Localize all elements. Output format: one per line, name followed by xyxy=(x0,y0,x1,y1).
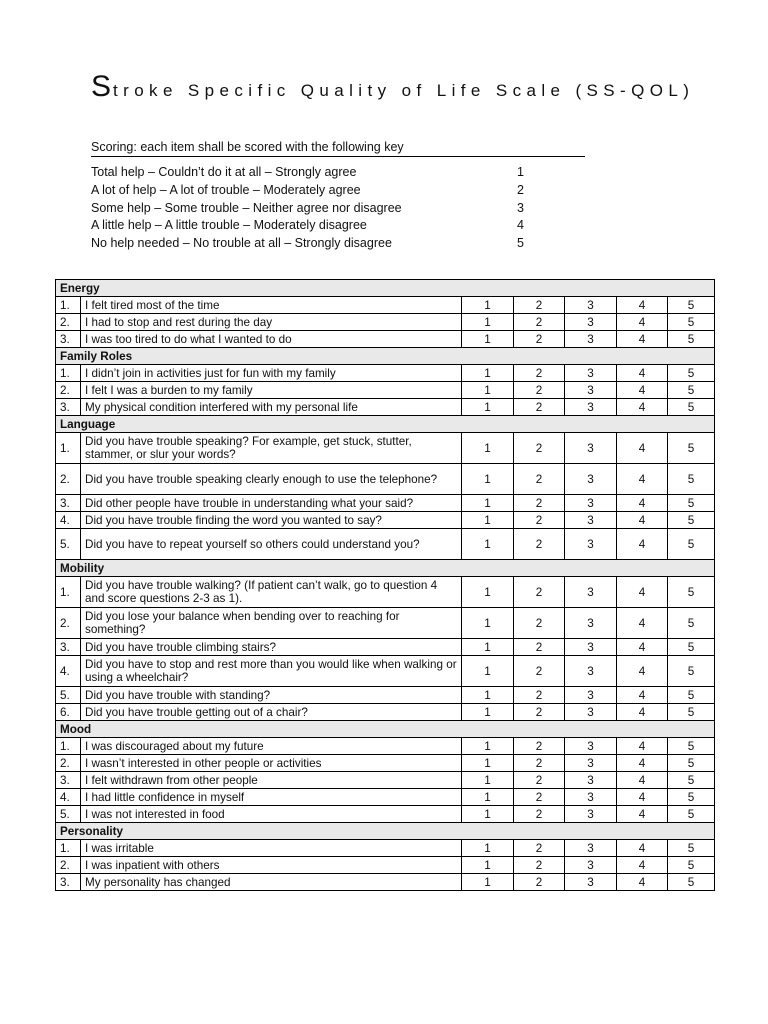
question-number: 6. xyxy=(56,704,81,721)
score-option-1[interactable]: 1 xyxy=(462,464,514,495)
score-option-4[interactable]: 4 xyxy=(617,738,668,755)
section-header-row xyxy=(56,721,715,738)
question-number: 3. xyxy=(56,874,81,891)
question-row xyxy=(56,704,715,721)
score-option-5[interactable]: 5 xyxy=(668,608,715,639)
question-number: 1. xyxy=(56,297,81,314)
score-option-4[interactable]: 4 xyxy=(617,433,668,464)
score-option-1[interactable]: 1 xyxy=(462,704,514,721)
section-header-row xyxy=(56,280,715,297)
scoring-key-value: 3 xyxy=(517,200,524,215)
score-option-3[interactable]: 3 xyxy=(565,806,617,823)
question-row xyxy=(56,857,715,874)
score-option-4[interactable]: 4 xyxy=(617,512,668,529)
score-option-4[interactable]: 4 xyxy=(617,365,668,382)
question-number: 2. xyxy=(56,314,81,331)
score-option-5[interactable]: 5 xyxy=(668,399,715,416)
question-number: 5. xyxy=(56,806,81,823)
score-option-1[interactable]: 1 xyxy=(462,331,514,348)
question-row xyxy=(56,297,715,314)
question-row xyxy=(56,382,715,399)
question-text: I was too tired to do what I wanted to do xyxy=(81,331,462,348)
score-option-4[interactable]: 4 xyxy=(617,755,668,772)
score-option-3[interactable]: 3 xyxy=(565,789,617,806)
page-title xyxy=(91,70,694,104)
score-option-3[interactable]: 3 xyxy=(565,314,617,331)
page-title-initial: S xyxy=(91,70,114,103)
score-option-3[interactable]: 3 xyxy=(565,399,617,416)
question-text: I had little confidence in myself xyxy=(81,789,462,806)
score-option-3[interactable]: 3 xyxy=(565,840,617,857)
question-text: I didn’t join in activities just for fun with my family xyxy=(81,365,462,382)
question-row xyxy=(56,314,715,331)
question-text: Did you have trouble speaking? For example, get stuck, stutter, stammer, or slur your words? xyxy=(81,433,462,464)
score-option-5[interactable]: 5 xyxy=(668,857,715,874)
question-text: Did you have to stop and rest more than you would like when walking or using a wheelchair? xyxy=(81,656,462,687)
question-number: 4. xyxy=(56,512,81,529)
question-text: Did you have trouble with standing? xyxy=(81,687,462,704)
score-option-4[interactable]: 4 xyxy=(617,464,668,495)
question-text: I had to stop and rest during the day xyxy=(81,314,462,331)
question-number: 1. xyxy=(56,433,81,464)
question-number: 1. xyxy=(56,577,81,608)
score-option-2[interactable]: 2 xyxy=(514,687,565,704)
score-option-2[interactable]: 2 xyxy=(514,772,565,789)
scoring-key-value: 2 xyxy=(517,182,524,197)
question-number: 2. xyxy=(56,464,81,495)
score-option-5[interactable]: 5 xyxy=(668,874,715,891)
question-row xyxy=(56,738,715,755)
score-option-2[interactable]: 2 xyxy=(514,464,565,495)
scoring-key-row xyxy=(91,182,531,200)
question-text: Did you have to repeat yourself so others could understand you? xyxy=(81,529,462,560)
question-text: I felt I was a burden to my family xyxy=(81,382,462,399)
question-number: 3. xyxy=(56,772,81,789)
questionnaire-table xyxy=(55,279,715,891)
scoring-key-row xyxy=(91,200,531,218)
score-option-2[interactable]: 2 xyxy=(514,433,565,464)
question-text: I felt withdrawn from other people xyxy=(81,772,462,789)
question-text: My personality has changed xyxy=(81,874,462,891)
score-option-3[interactable]: 3 xyxy=(565,382,617,399)
question-row xyxy=(56,789,715,806)
score-option-2[interactable]: 2 xyxy=(514,297,565,314)
score-option-4[interactable]: 4 xyxy=(617,687,668,704)
score-option-1[interactable]: 1 xyxy=(462,577,514,608)
question-row xyxy=(56,772,715,789)
score-option-5[interactable]: 5 xyxy=(668,433,715,464)
score-option-1[interactable]: 1 xyxy=(462,687,514,704)
question-row xyxy=(56,433,715,464)
section-title: Energy xyxy=(56,280,715,297)
score-option-3[interactable]: 3 xyxy=(565,433,617,464)
score-option-1[interactable]: 1 xyxy=(462,755,514,772)
score-option-4[interactable]: 4 xyxy=(617,789,668,806)
score-option-3[interactable]: 3 xyxy=(565,738,617,755)
score-option-3[interactable]: 3 xyxy=(565,495,617,512)
score-option-4[interactable]: 4 xyxy=(617,840,668,857)
score-option-4[interactable]: 4 xyxy=(617,297,668,314)
score-option-4[interactable]: 4 xyxy=(617,495,668,512)
score-option-1[interactable]: 1 xyxy=(462,297,514,314)
question-row xyxy=(56,399,715,416)
score-option-1[interactable]: 1 xyxy=(462,840,514,857)
section-title: Personality xyxy=(56,823,715,840)
scoring-key-label: Some help – Some trouble – Neither agree nor disagree xyxy=(91,200,402,215)
score-option-1[interactable]: 1 xyxy=(462,529,514,560)
question-text: Did you have trouble speaking clearly enough to use the telephone? xyxy=(81,464,462,495)
score-option-5[interactable]: 5 xyxy=(668,738,715,755)
score-option-5[interactable]: 5 xyxy=(668,772,715,789)
scoring-key-label: A lot of help – A lot of trouble – Moderately agree xyxy=(91,182,361,197)
score-option-5[interactable]: 5 xyxy=(668,464,715,495)
score-option-5[interactable]: 5 xyxy=(668,806,715,823)
score-option-3[interactable]: 3 xyxy=(565,656,617,687)
question-row xyxy=(56,687,715,704)
score-option-3[interactable]: 3 xyxy=(565,464,617,495)
score-option-5[interactable]: 5 xyxy=(668,297,715,314)
question-text: Did you have trouble climbing stairs? xyxy=(81,639,462,656)
score-option-2[interactable]: 2 xyxy=(514,382,565,399)
question-text: I was discouraged about my future xyxy=(81,738,462,755)
score-option-2[interactable]: 2 xyxy=(514,840,565,857)
question-row xyxy=(56,365,715,382)
score-option-1[interactable]: 1 xyxy=(462,656,514,687)
score-option-1[interactable]: 1 xyxy=(462,738,514,755)
question-row xyxy=(56,755,715,772)
score-option-4[interactable]: 4 xyxy=(617,639,668,656)
question-text: Did you have trouble finding the word you wanted to say? xyxy=(81,512,462,529)
score-option-2[interactable]: 2 xyxy=(514,331,565,348)
scoring-key-list xyxy=(91,164,531,253)
question-row xyxy=(56,464,715,495)
score-option-2[interactable]: 2 xyxy=(514,577,565,608)
score-option-4[interactable]: 4 xyxy=(617,399,668,416)
question-number: 1. xyxy=(56,365,81,382)
score-option-1[interactable]: 1 xyxy=(462,874,514,891)
question-row xyxy=(56,639,715,656)
question-number: 1. xyxy=(56,840,81,857)
scoring-key-row xyxy=(91,164,531,182)
question-row xyxy=(56,495,715,512)
score-option-3[interactable]: 3 xyxy=(565,577,617,608)
section-header-row xyxy=(56,823,715,840)
score-option-5[interactable]: 5 xyxy=(668,314,715,331)
score-option-2[interactable]: 2 xyxy=(514,314,565,331)
score-option-4[interactable]: 4 xyxy=(617,857,668,874)
score-option-3[interactable]: 3 xyxy=(565,512,617,529)
question-number: 4. xyxy=(56,789,81,806)
question-row xyxy=(56,331,715,348)
page-title-rest: troke Specific Quality of Life Scale (SS-QOL) xyxy=(113,81,695,100)
scoring-key-row xyxy=(91,235,531,253)
score-option-2[interactable]: 2 xyxy=(514,806,565,823)
question-text: I was irritable xyxy=(81,840,462,857)
score-option-1[interactable]: 1 xyxy=(462,365,514,382)
score-option-1[interactable]: 1 xyxy=(462,806,514,823)
score-option-3[interactable]: 3 xyxy=(565,687,617,704)
score-option-5[interactable]: 5 xyxy=(668,840,715,857)
score-option-4[interactable]: 4 xyxy=(617,382,668,399)
section-header-row xyxy=(56,348,715,365)
question-number: 5. xyxy=(56,687,81,704)
score-option-4[interactable]: 4 xyxy=(617,331,668,348)
score-option-1[interactable]: 1 xyxy=(462,789,514,806)
score-option-3[interactable]: 3 xyxy=(565,529,617,560)
question-row xyxy=(56,840,715,857)
score-option-2[interactable]: 2 xyxy=(514,857,565,874)
score-option-2[interactable]: 2 xyxy=(514,755,565,772)
score-option-2[interactable]: 2 xyxy=(514,639,565,656)
score-option-3[interactable]: 3 xyxy=(565,755,617,772)
scoring-key-value: 5 xyxy=(517,236,524,251)
section-title: Mood xyxy=(56,721,715,738)
question-text: I was inpatient with others xyxy=(81,857,462,874)
score-option-1[interactable]: 1 xyxy=(462,382,514,399)
score-option-1[interactable]: 1 xyxy=(462,772,514,789)
score-option-1[interactable]: 1 xyxy=(462,314,514,331)
question-text: Did you have trouble getting out of a chair? xyxy=(81,704,462,721)
score-option-2[interactable]: 2 xyxy=(514,789,565,806)
scoring-key-label: No help needed – No trouble at all – Strongly disagree xyxy=(91,236,392,251)
score-option-4[interactable]: 4 xyxy=(617,772,668,789)
score-option-5[interactable]: 5 xyxy=(668,789,715,806)
scoring-key-value: 4 xyxy=(517,218,524,233)
question-text: Did you have trouble walking? (If patient can’t walk, go to question 4 and score questions 2-3 as 1). xyxy=(81,577,462,608)
section-header-row xyxy=(56,416,715,433)
score-option-2[interactable]: 2 xyxy=(514,874,565,891)
score-option-5[interactable]: 5 xyxy=(668,365,715,382)
question-number: 4. xyxy=(56,656,81,687)
score-option-4[interactable]: 4 xyxy=(617,656,668,687)
scoring-key-row xyxy=(91,217,531,235)
score-option-2[interactable]: 2 xyxy=(514,704,565,721)
score-option-4[interactable]: 4 xyxy=(617,704,668,721)
score-option-3[interactable]: 3 xyxy=(565,772,617,789)
question-number: 2. xyxy=(56,608,81,639)
score-option-5[interactable]: 5 xyxy=(668,512,715,529)
scoring-key-label: Total help – Couldn’t do it at all – Strongly agree xyxy=(91,165,357,179)
question-row xyxy=(56,874,715,891)
question-text: Did other people have trouble in understanding what your said? xyxy=(81,495,462,512)
scoring-heading: Scoring: each item shall be scored with the following key xyxy=(91,140,585,157)
score-option-2[interactable]: 2 xyxy=(514,495,565,512)
score-option-5[interactable]: 5 xyxy=(668,704,715,721)
question-number: 2. xyxy=(56,382,81,399)
score-option-3[interactable]: 3 xyxy=(565,608,617,639)
section-title: Family Roles xyxy=(56,348,715,365)
score-option-1[interactable]: 1 xyxy=(462,495,514,512)
score-option-1[interactable]: 1 xyxy=(462,433,514,464)
score-option-5[interactable]: 5 xyxy=(668,495,715,512)
question-row xyxy=(56,529,715,560)
question-number: 5. xyxy=(56,529,81,560)
score-option-5[interactable]: 5 xyxy=(668,577,715,608)
score-option-5[interactable]: 5 xyxy=(668,382,715,399)
score-option-4[interactable]: 4 xyxy=(617,806,668,823)
score-option-2[interactable]: 2 xyxy=(514,399,565,416)
score-option-4[interactable]: 4 xyxy=(617,529,668,560)
score-option-2[interactable]: 2 xyxy=(514,529,565,560)
question-number: 2. xyxy=(56,755,81,772)
score-option-3[interactable]: 3 xyxy=(565,639,617,656)
score-option-4[interactable]: 4 xyxy=(617,608,668,639)
section-header-row xyxy=(56,560,715,577)
question-row xyxy=(56,577,715,608)
score-option-5[interactable]: 5 xyxy=(668,529,715,560)
score-option-1[interactable]: 1 xyxy=(462,399,514,416)
scoring-key-value: 1 xyxy=(517,165,524,179)
score-option-1[interactable]: 1 xyxy=(462,639,514,656)
question-number: 3. xyxy=(56,495,81,512)
question-text: I was not interested in food xyxy=(81,806,462,823)
section-title: Language xyxy=(56,416,715,433)
score-option-1[interactable]: 1 xyxy=(462,512,514,529)
question-number: 3. xyxy=(56,331,81,348)
question-row xyxy=(56,608,715,639)
score-option-5[interactable]: 5 xyxy=(668,331,715,348)
score-option-5[interactable]: 5 xyxy=(668,656,715,687)
question-text: I wasn’t interested in other people or activities xyxy=(81,755,462,772)
question-text: Did you lose your balance when bending over to reaching for something? xyxy=(81,608,462,639)
question-number: 3. xyxy=(56,639,81,656)
score-option-5[interactable]: 5 xyxy=(668,687,715,704)
score-option-3[interactable]: 3 xyxy=(565,297,617,314)
question-row xyxy=(56,806,715,823)
score-option-3[interactable]: 3 xyxy=(565,857,617,874)
score-option-1[interactable]: 1 xyxy=(462,608,514,639)
score-option-2[interactable]: 2 xyxy=(514,608,565,639)
question-text: I felt tired most of the time xyxy=(81,297,462,314)
score-option-4[interactable]: 4 xyxy=(617,577,668,608)
question-row xyxy=(56,512,715,529)
score-option-4[interactable]: 4 xyxy=(617,314,668,331)
section-title: Mobility xyxy=(56,560,715,577)
score-option-2[interactable]: 2 xyxy=(514,512,565,529)
score-option-3[interactable]: 3 xyxy=(565,331,617,348)
score-option-2[interactable]: 2 xyxy=(514,656,565,687)
score-option-2[interactable]: 2 xyxy=(514,738,565,755)
question-number: 1. xyxy=(56,738,81,755)
score-option-2[interactable]: 2 xyxy=(514,365,565,382)
score-option-5[interactable]: 5 xyxy=(668,639,715,656)
question-text: My physical condition interfered with my personal life xyxy=(81,399,462,416)
score-option-3[interactable]: 3 xyxy=(565,874,617,891)
question-number: 3. xyxy=(56,399,81,416)
score-option-5[interactable]: 5 xyxy=(668,755,715,772)
scoring-key-label: A little help – A little trouble – Moderately disagree xyxy=(91,218,367,233)
score-option-4[interactable]: 4 xyxy=(617,874,668,891)
score-option-1[interactable]: 1 xyxy=(462,857,514,874)
score-option-3[interactable]: 3 xyxy=(565,365,617,382)
score-option-3[interactable]: 3 xyxy=(565,704,617,721)
question-row xyxy=(56,656,715,687)
question-number: 2. xyxy=(56,857,81,874)
